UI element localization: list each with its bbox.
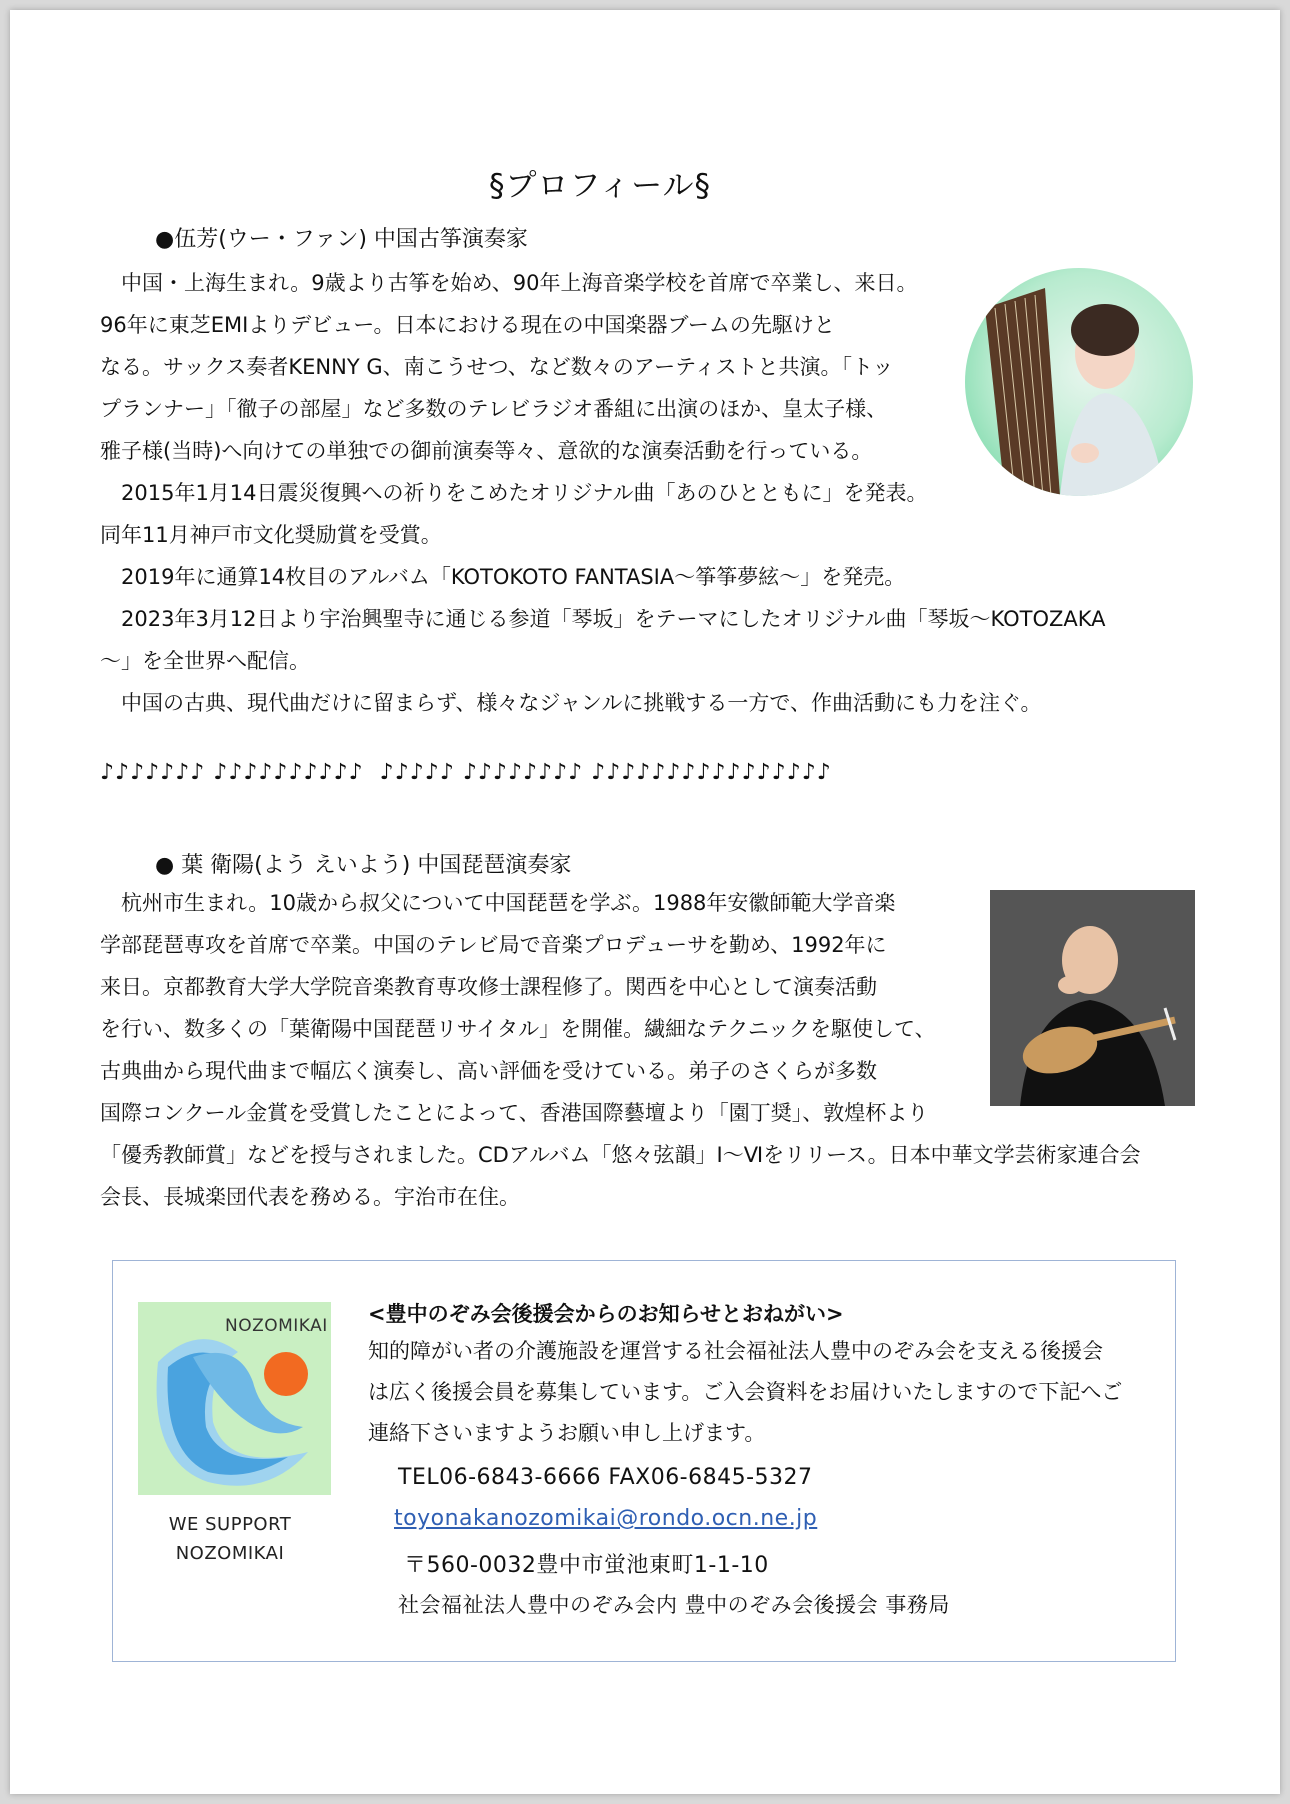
logo-caption: [140, 1510, 320, 1568]
artist2-heading: ● 葉 衛陽(よう えいよう) 中国琵琶演奏家: [155, 853, 572, 878]
logo-caption-line: WE SUPPORT: [168, 1514, 292, 1535]
contact-email-link[interactable]: toyonakanozomikai@rondo.ocn.ne.jp: [394, 1506, 818, 1531]
artist1-profile: [100, 262, 1106, 724]
profile-line: 杭州市生まれ。10歳から叔父について中国琵琶を学ぶ。1988年安徽師範大学音楽: [100, 891, 896, 915]
profile-line: 来日。京都教育大学大学院音楽教育専攻修士課程修了。関西を中心として演奏活動: [100, 975, 877, 999]
profile-line: 国際コンクール金賞を受賞したことによって、香港国際藝壇より「園丁奨」、敦煌杯より: [100, 1101, 929, 1125]
profile-line: 「優秀教師賞」などを授与されました。CDアルバム「悠々弦韻」Ⅰ～Ⅵをリリース。日本中華文学芸術家連合会: [100, 1143, 1141, 1167]
profile-line: 2019年に通算14枚目のアルバム「KOTOKOTO FANTASIA～筝筝夢絃～」を発売。: [100, 565, 906, 589]
notice-body: [368, 1331, 1122, 1454]
contact-address: 〒560-0032豊中市蛍池東町1-1-10: [404, 1553, 769, 1578]
notice-line: 知的障がい者の介護施設を運営する社会福祉法人豊中のぞみ会を支える後援会: [368, 1339, 1103, 1363]
notice-line: は広く後援会員を募集しています。ご入会資料をお届けいたしますので下記へご: [368, 1380, 1123, 1404]
profile-line: 中国・上海生まれ。9歳より古筝を始め、90年上海音楽学校を首席で卒業し、来日。: [100, 271, 918, 295]
profile-line: 学部琵琶専攻を首席で卒業。中国のテレビ局で音楽プロデューサを勤め、1992年に: [100, 933, 887, 957]
profile-line: 雅子様(当時)へ向けての単独での御前演奏等々、意欲的な演奏活動を行っている。: [100, 439, 873, 463]
profile-line: 同年11月神戸市文化奨励賞を受賞。: [100, 523, 442, 547]
logo-text: NOZOMIKAI: [225, 1316, 328, 1336]
artist2-profile: [100, 882, 1141, 1218]
profile-line: なる。サックス奏者KENNY G、南こうせつ、など数々のアーティストと共演。「トッ: [100, 355, 894, 379]
contact-office: 社会福祉法人豊中のぞみ会内 豊中のぞみ会後援会 事務局: [398, 1593, 950, 1617]
page-title: §プロフィール§: [489, 168, 711, 204]
profile-line: 古典曲から現代曲まで幅広く演奏し、高い評価を受けている。弟子のさくらが多数: [100, 1059, 877, 1083]
logo-caption-line: NOZOMIKAI: [175, 1543, 285, 1564]
artist2-portrait-photo: [990, 890, 1195, 1106]
profile-line: 会長、長城楽団代表を務める。宇治市在住。: [100, 1185, 520, 1209]
profile-line: 96年に東芝EMIよりデビュー。日本における現在の中国楽器ブームの先駆けと: [100, 313, 835, 337]
profile-line: を行い、数多くの「葉衛陽中国琵琶リサイタル」を開催。繊細なテクニックを駆使して、: [100, 1017, 936, 1041]
profile-line: 2015年1月14日震災復興への祈りをこめたオリジナル曲「あのひとともに」を発表。: [100, 481, 928, 505]
notice-title: <豊中のぞみ会後援会からのお知らせとおねがい>: [368, 1302, 844, 1326]
contact-tel-fax: TEL06-6843-6666 FAX06-6845-5327: [398, 1465, 813, 1490]
notice-line: 連絡下さいますようお願い申し上げます。: [368, 1421, 766, 1445]
music-notes-divider: ♪♪♪♪♪♪♪ ♪♪♪♪♪♪♪♪♪♪ ♪♪♪♪♪ ♪♪♪♪♪♪♪♪ ♪♪♪♪♪♪♪♪♪♪♪♪♪♪♪♪: [100, 760, 832, 785]
profile-line: プランナー」「徹子の部屋」など多数のテレビラジオ番組に出演のほか、皇太子様、: [100, 397, 888, 421]
profile-line: 中国の古典、現代曲だけに留まらず、様々なジャンルに挑戦する一方で、作曲活動にも力を注ぐ。: [100, 691, 1042, 715]
artist1-portrait-photo: [965, 268, 1193, 496]
artist1-heading: ●伍芳(ウー・ファン) 中国古筝演奏家: [155, 227, 528, 252]
profile-line: ～」を全世界へ配信。: [100, 649, 310, 673]
profile-line: 2023年3月12日より宇治興聖寺に通じる参道「琴坂」をテーマにしたオリジナル曲「琴坂～KOTOZAKA: [100, 607, 1106, 631]
